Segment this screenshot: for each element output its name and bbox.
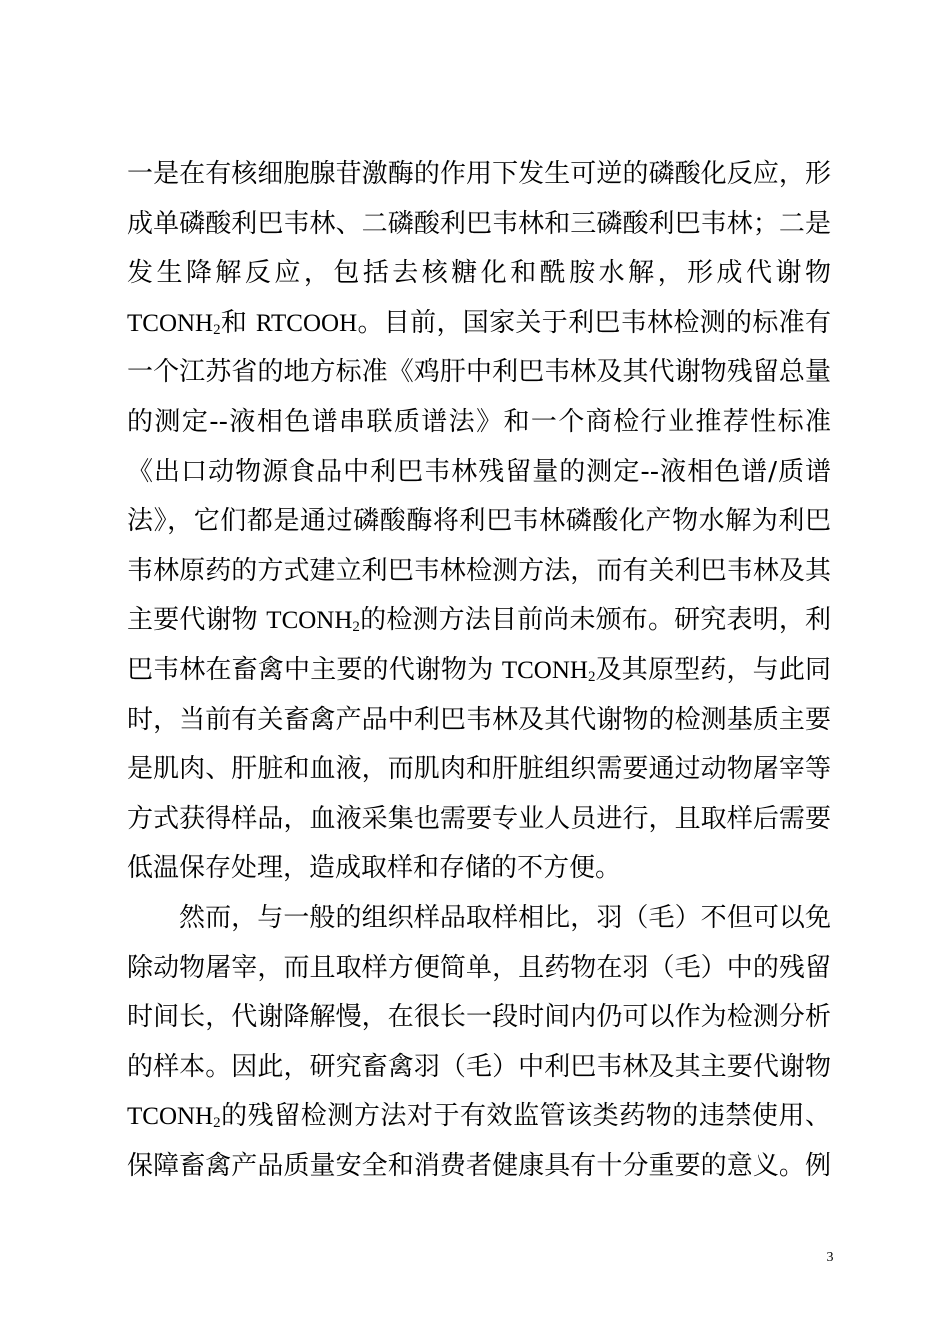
text-line: 保障畜禽产品质量安全和消费者健康具有十分重要的意义。例 [127,1150,831,1181]
line-text: 的残留检测方法对于有效监管该类药物的违禁使用、 [220,1101,831,1132]
formula-text: TCONH [266,607,353,635]
line-text: 的检测方法目前尚未颁布。研究表明，利 [359,605,831,636]
text-line: 的测定--液相色谱串联质谱法》和一个商检行业推荐性标准 [127,406,831,437]
formula-text: TCONH [127,1103,214,1131]
formula-text: TCONH [501,656,588,684]
text-line: 时间长，代谢降解慢，在很长一段时间内仍可以作为检测分析 [127,1002,831,1033]
text-line: 低温保存处理，造成取样和存储的不方便。 [127,853,622,884]
line-text: 巴韦林在畜禽中主要的代谢物为 [127,654,502,685]
text-line: 发生降解反应，包括去核糖化和酰胺水解，形成代谢物 [127,258,831,289]
text-line: 是肌肉、肝脏和血液，而肌肉和肝脏组织需要通过动物屠宰等 [127,754,831,785]
paragraph [127,150,831,894]
page-number: 3 [826,1250,834,1265]
text-line: 韦林原药的方式建立利巴韦林检测方法，而有关利巴韦林及其 [127,555,831,586]
formula-subscript: 2 [213,321,221,338]
paragraph [127,894,831,1192]
text-line: 一个江苏省的地方标准《鸡肝中利巴韦林及其代谢物残留总量 [127,357,831,388]
formula-subscript: 2 [213,1115,221,1132]
text-line: 方式获得样品，血液采集也需要专业人员进行，且取样后需要 [127,803,831,834]
text-line [127,299,831,349]
text-line: 一是在有核细胞腺苷激酶的作用下发生可逆的磷酸化反应，形 [127,159,831,189]
formula-subscript: 2 [352,619,360,636]
text-line: 的样本。因此，研究畜禽羽（毛）中利巴韦林及其主要代谢物 [127,1051,831,1082]
line-text: 和 [220,307,256,338]
text-line [127,646,831,696]
text-line: 然而，与一般的组织样品取样相比，羽（毛）不但可以免 [179,902,831,933]
text-line: 《出口动物源食品中利巴韦林残留量的测定--液相色谱/质谱 [127,456,831,487]
text-line: 法》，它们都是通过磷酸酶将利巴韦林磷酸化产物水解为利巴 [127,506,831,537]
chemical-formula [502,657,596,684]
line-text: 。目前，国家关于利巴韦林检测的标准有 [357,307,831,338]
text-line: 成单磷酸利巴韦林、二磷酸利巴韦林和三磷酸利巴韦林；二是 [127,208,831,239]
text-line [127,596,831,646]
text-line: 除动物屠宰，而且取样方便简单，且药物在羽（毛）中的残留 [127,952,831,983]
formula-text: TCONH [127,309,214,337]
chemical-formula [127,310,221,337]
document-body [127,150,831,1191]
line-text: 及其原型药，与此同 [595,654,831,685]
formula-subscript: 2 [587,668,596,685]
text-line [127,1092,831,1142]
line-text: 主要代谢物 [127,605,267,636]
chemical-formula [127,1103,221,1130]
chemical-formula [266,607,360,634]
chemical-formula: RTCOOH [255,309,358,337]
text-line: 时，当前有关畜禽产品中利巴韦林及其代谢物的检测基质主要 [127,704,831,735]
